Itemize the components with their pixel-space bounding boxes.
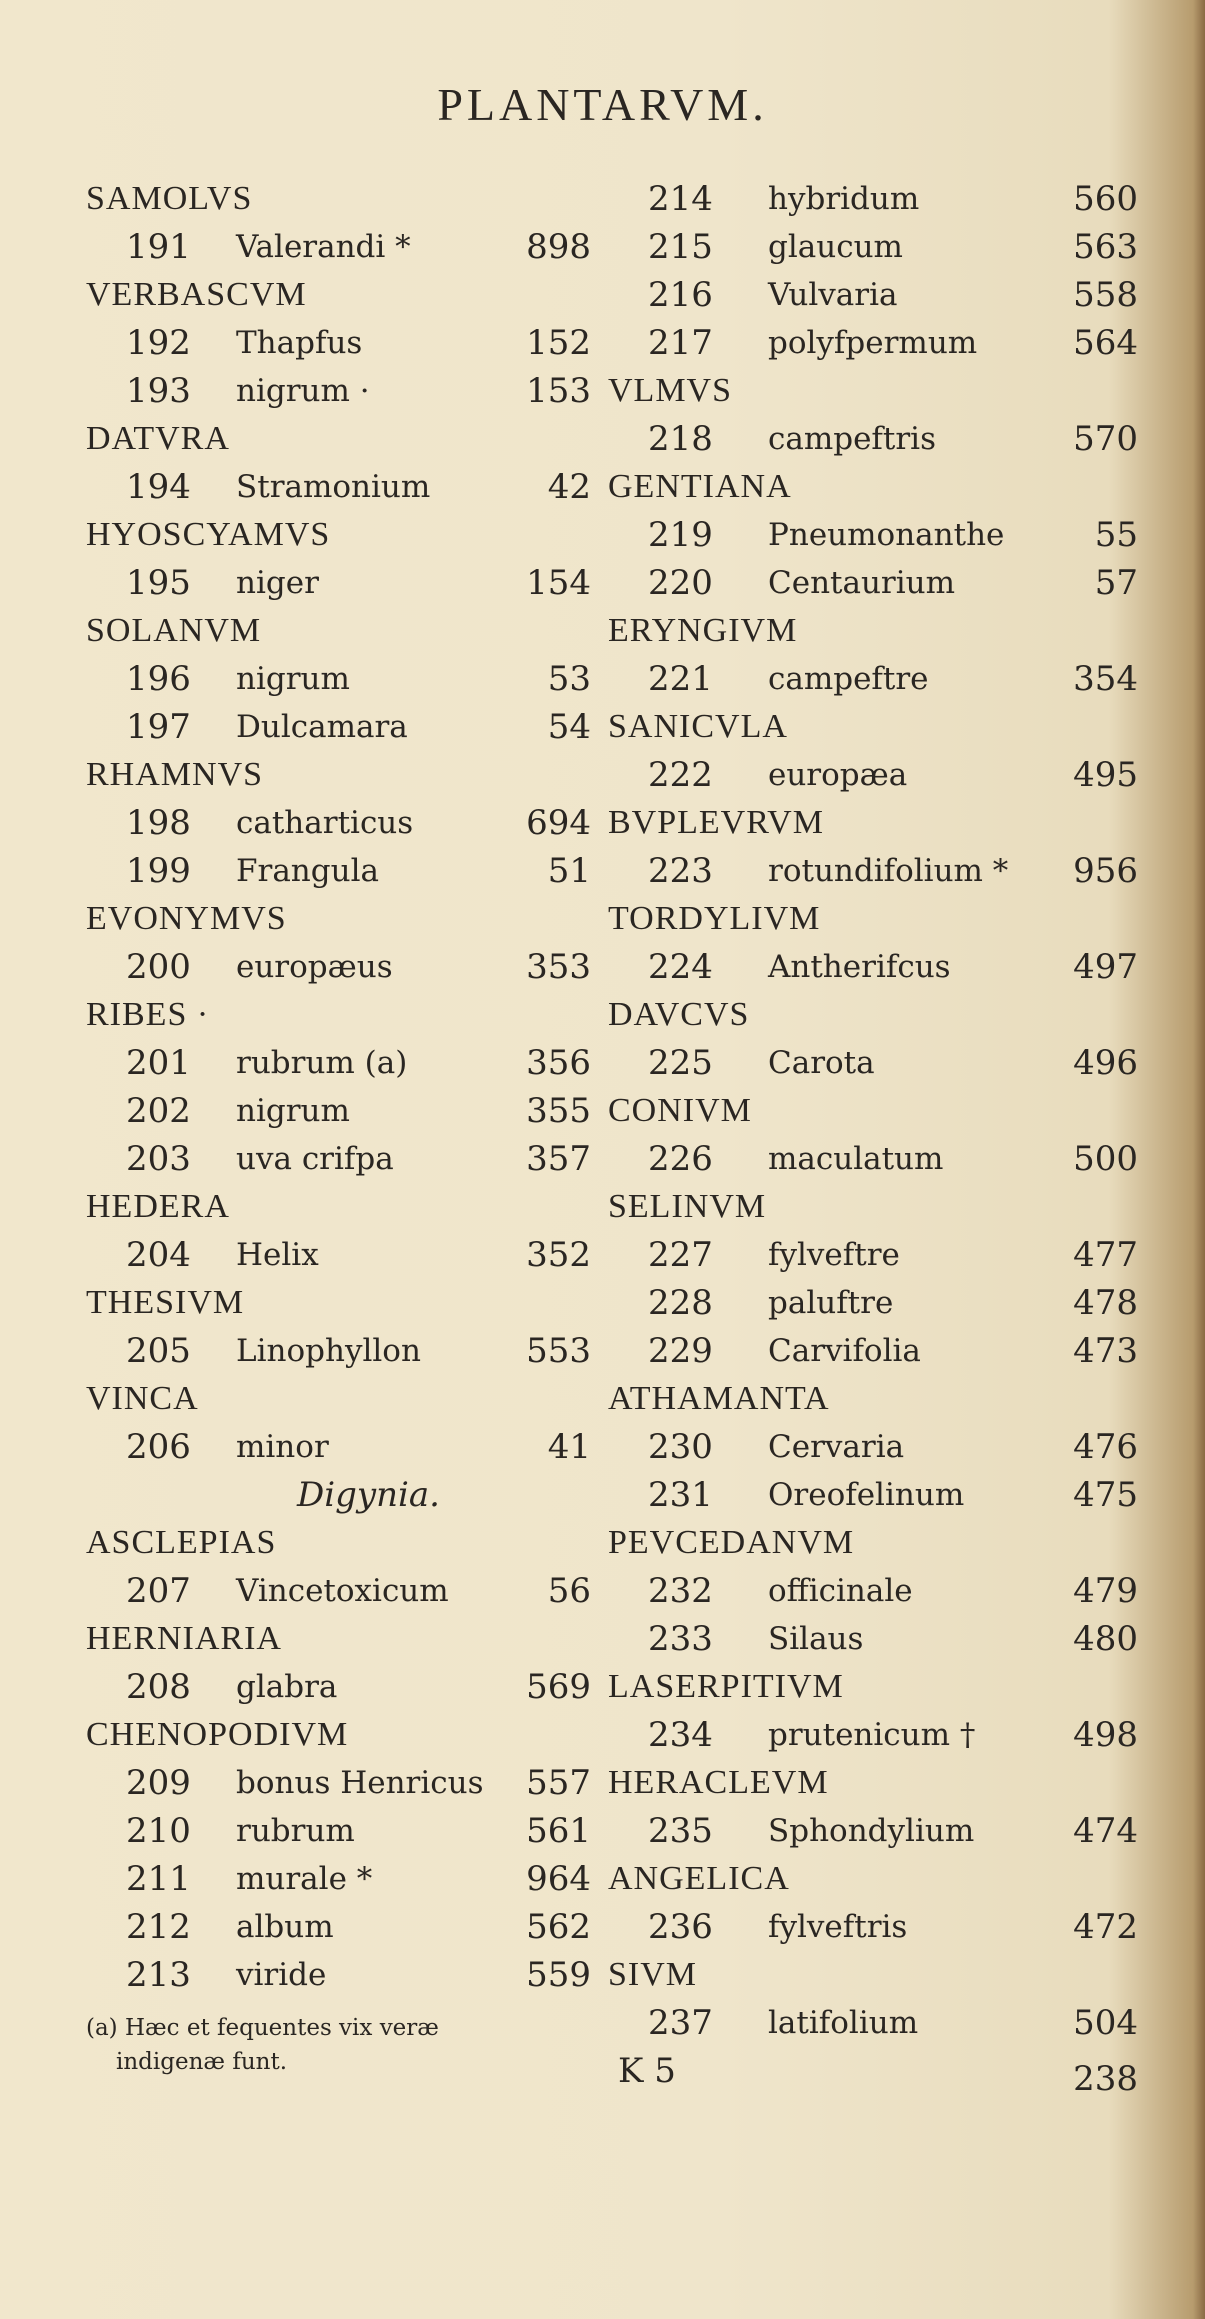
page-header: PLANTARVM. bbox=[437, 79, 768, 130]
page-reference: 53 bbox=[547, 659, 591, 699]
species-name: glabra bbox=[236, 1669, 338, 1705]
genus-heading: LASERPITIVM bbox=[608, 1668, 844, 1705]
genus-heading: ANGELICA bbox=[608, 1860, 790, 1897]
species-number: 233 bbox=[648, 1619, 713, 1659]
species-entry bbox=[86, 1087, 591, 1135]
species-entry bbox=[86, 1855, 591, 1903]
page-reference: 569 bbox=[526, 1667, 591, 1707]
species-entry bbox=[86, 1903, 591, 1951]
species-entry bbox=[608, 175, 1138, 223]
species-number: 222 bbox=[648, 755, 713, 795]
species-entry bbox=[86, 703, 591, 751]
species-name: uva crifpa bbox=[236, 1141, 394, 1177]
genus-heading: SELINVM bbox=[608, 1188, 767, 1225]
species-name: polyfpermum bbox=[768, 325, 978, 361]
genus-heading: VERBASCVM bbox=[86, 276, 307, 313]
page-reference: 563 bbox=[1073, 227, 1138, 267]
genus-heading: SOLANVM bbox=[86, 612, 262, 649]
page-reference: 560 bbox=[1073, 179, 1138, 219]
species-name: Vulvaria bbox=[768, 277, 898, 313]
species-entry bbox=[86, 463, 591, 511]
species-number: 236 bbox=[648, 1907, 713, 1947]
species-number: 230 bbox=[648, 1427, 713, 1467]
species-entry bbox=[608, 1327, 1138, 1375]
page-reference: 353 bbox=[526, 947, 591, 987]
page-reference: 475 bbox=[1073, 1475, 1138, 1515]
page-reference: 477 bbox=[1073, 1235, 1138, 1275]
species-name: hybridum bbox=[768, 181, 920, 217]
species-entry bbox=[86, 1567, 591, 1615]
species-number: 196 bbox=[126, 659, 191, 699]
genus-heading: TORDYLIVM bbox=[608, 900, 821, 937]
species-number: 218 bbox=[648, 419, 713, 459]
species-entry bbox=[608, 751, 1138, 799]
species-entry bbox=[86, 223, 591, 271]
genus-heading: VINCA bbox=[86, 1380, 199, 1417]
species-name: album bbox=[236, 1909, 334, 1945]
species-number: 228 bbox=[648, 1283, 713, 1323]
page-reference: 356 bbox=[526, 1043, 591, 1083]
species-name: nigrum bbox=[236, 1093, 350, 1129]
species-number: 193 bbox=[126, 371, 191, 411]
species-name: bonus Henricus bbox=[236, 1765, 484, 1801]
species-name: Thapfus bbox=[236, 325, 363, 361]
species-entry bbox=[608, 1279, 1138, 1327]
species-entry bbox=[608, 1615, 1138, 1663]
species-number: 209 bbox=[126, 1763, 191, 1803]
species-number: 194 bbox=[126, 467, 191, 507]
species-name: Cervaria bbox=[768, 1429, 905, 1465]
footnote-line: indigenæ funt. bbox=[116, 2049, 288, 2075]
genus-heading: THESIVM bbox=[86, 1284, 245, 1321]
footnote-line: (a) Hæc et fequentes vix veræ bbox=[86, 2015, 439, 2041]
species-entry bbox=[608, 559, 1138, 607]
species-number: 234 bbox=[648, 1715, 713, 1755]
genus-heading: EVONYMVS bbox=[86, 900, 287, 937]
species-name: fylveftris bbox=[768, 1909, 908, 1945]
species-entry bbox=[86, 799, 591, 847]
species-name: campeftris bbox=[768, 421, 937, 457]
page-reference: 496 bbox=[1073, 1043, 1138, 1083]
species-name: europæa bbox=[768, 757, 908, 793]
genus-heading: HEDERA bbox=[86, 1188, 230, 1225]
species-number: 221 bbox=[648, 659, 713, 699]
species-entry bbox=[608, 1807, 1138, 1855]
species-number: 232 bbox=[648, 1571, 713, 1611]
species-name: Carota bbox=[768, 1045, 875, 1081]
species-number: 207 bbox=[126, 1571, 191, 1611]
species-name: Oreofelinum bbox=[768, 1477, 965, 1513]
genus-heading: SANICVLA bbox=[608, 708, 788, 745]
species-number: 200 bbox=[126, 947, 191, 987]
genus-heading: ERYNGIVM bbox=[608, 612, 798, 649]
species-entry bbox=[608, 223, 1138, 271]
species-entry bbox=[86, 1327, 591, 1375]
species-number: 235 bbox=[648, 1811, 713, 1851]
species-name: prutenicum † bbox=[768, 1717, 976, 1753]
species-number: 229 bbox=[648, 1331, 713, 1371]
species-number: 213 bbox=[126, 1955, 191, 1995]
page-reference: 57 bbox=[1094, 563, 1138, 603]
species-entry bbox=[608, 943, 1138, 991]
page-reference: 152 bbox=[526, 323, 591, 363]
species-entry bbox=[608, 1567, 1138, 1615]
genus-heading: GENTIANA bbox=[608, 468, 792, 505]
species-number: 214 bbox=[648, 179, 713, 219]
page-reference: 478 bbox=[1073, 1283, 1138, 1323]
genus-heading: ASCLEPIAS bbox=[86, 1524, 277, 1561]
species-number: 216 bbox=[648, 275, 713, 315]
species-number: 199 bbox=[126, 851, 191, 891]
species-entry bbox=[86, 655, 591, 703]
species-name: officinale bbox=[768, 1573, 913, 1609]
species-name: minor bbox=[236, 1429, 329, 1465]
genus-heading: VLMVS bbox=[608, 372, 733, 409]
species-name: catharticus bbox=[236, 805, 414, 841]
species-entry bbox=[608, 847, 1138, 895]
species-entry bbox=[86, 367, 591, 415]
species-name: latifolium bbox=[768, 2005, 919, 2041]
genus-heading: SAMOLVS bbox=[86, 180, 253, 217]
species-number: 224 bbox=[648, 947, 713, 987]
genus-heading: DATVRA bbox=[86, 420, 230, 457]
species-entry bbox=[608, 1039, 1138, 1087]
species-name: fylveftre bbox=[768, 1237, 900, 1273]
page-reference: 42 bbox=[547, 467, 591, 507]
species-entry bbox=[86, 1039, 591, 1087]
species-number: 204 bbox=[126, 1235, 191, 1275]
species-number: 202 bbox=[126, 1091, 191, 1131]
species-name: Pneumonanthe bbox=[768, 517, 1005, 553]
species-entry bbox=[86, 1663, 591, 1711]
genus-heading: SIVM bbox=[608, 1956, 698, 1993]
species-number: 195 bbox=[126, 563, 191, 603]
species-number: 220 bbox=[648, 563, 713, 603]
species-name: rotundifolium * bbox=[768, 853, 1009, 889]
species-number: 192 bbox=[126, 323, 191, 363]
page-reference: 153 bbox=[526, 371, 591, 411]
genus-heading: CONIVM bbox=[608, 1092, 752, 1129]
species-entry bbox=[608, 511, 1138, 559]
species-entry bbox=[608, 1423, 1138, 1471]
species-number: 226 bbox=[648, 1139, 713, 1179]
species-entry bbox=[86, 1951, 591, 1999]
genus-heading: HYOSCYAMVS bbox=[86, 516, 331, 553]
page-reference: 956 bbox=[1073, 851, 1138, 891]
species-name: glaucum bbox=[768, 229, 903, 265]
species-name: viride bbox=[236, 1957, 327, 1993]
page-reference: 898 bbox=[526, 227, 591, 267]
section-subheading: Digynia. bbox=[297, 1475, 440, 1515]
species-name: Helix bbox=[236, 1237, 319, 1273]
species-entry bbox=[86, 1759, 591, 1807]
page-reference: 354 bbox=[1073, 659, 1138, 699]
species-name: nigrum · bbox=[236, 373, 370, 409]
genus-heading: ATHAMANTA bbox=[608, 1380, 830, 1417]
species-name: maculatum bbox=[768, 1141, 944, 1177]
species-number: 206 bbox=[126, 1427, 191, 1467]
page-reference: 553 bbox=[526, 1331, 591, 1371]
species-entry bbox=[608, 415, 1138, 463]
page-reference: 497 bbox=[1073, 947, 1138, 987]
genus-heading: HERACLEVM bbox=[608, 1764, 829, 1801]
page-reference: 504 bbox=[1073, 2003, 1138, 2043]
page-reference: 357 bbox=[526, 1139, 591, 1179]
species-name: Antherifcus bbox=[768, 949, 951, 985]
page-reference: 51 bbox=[547, 851, 591, 891]
species-name: Sphondylium bbox=[768, 1813, 975, 1849]
species-name: Vincetoxicum bbox=[236, 1573, 449, 1609]
species-name: Carvifolia bbox=[768, 1333, 921, 1369]
species-number: 217 bbox=[648, 323, 713, 363]
species-number: 215 bbox=[648, 227, 713, 267]
species-entry bbox=[86, 943, 591, 991]
page-reference: 154 bbox=[526, 563, 591, 603]
page-reference: 559 bbox=[526, 1955, 591, 1995]
species-number: 211 bbox=[126, 1859, 191, 1899]
genus-heading: CHENOPODIVM bbox=[86, 1716, 349, 1753]
page-reference: 41 bbox=[547, 1427, 591, 1467]
left-column bbox=[86, 175, 591, 2079]
page-reference: 352 bbox=[526, 1235, 591, 1275]
genus-heading: BVPLEVRVM bbox=[608, 804, 824, 841]
signature-mark: K 5 bbox=[618, 2051, 676, 2091]
species-number: 231 bbox=[648, 1475, 713, 1515]
page-reference: 561 bbox=[526, 1811, 591, 1851]
species-name: nigrum bbox=[236, 661, 350, 697]
page-reference: 562 bbox=[526, 1907, 591, 1947]
species-name: Centaurium bbox=[768, 565, 956, 601]
species-name: Silaus bbox=[768, 1621, 864, 1657]
genus-heading: RHAMNVS bbox=[86, 756, 264, 793]
page-reference: 558 bbox=[1073, 275, 1138, 315]
page-reference: 56 bbox=[547, 1571, 591, 1611]
species-number: 219 bbox=[648, 515, 713, 555]
page-reference: 355 bbox=[526, 1091, 591, 1131]
genus-heading: HERNIARIA bbox=[86, 1620, 282, 1657]
species-entry bbox=[608, 1471, 1138, 1519]
page-reference: 500 bbox=[1073, 1139, 1138, 1179]
species-number: 197 bbox=[126, 707, 191, 747]
species-number: 198 bbox=[126, 803, 191, 843]
species-entry bbox=[608, 319, 1138, 367]
genus-heading: PEVCEDANVM bbox=[608, 1524, 855, 1561]
page-reference: 570 bbox=[1073, 419, 1138, 459]
species-name: europæus bbox=[236, 949, 393, 985]
species-entry bbox=[86, 319, 591, 367]
species-entry bbox=[86, 1135, 591, 1183]
right-column bbox=[608, 175, 1138, 2099]
signature-row bbox=[608, 2047, 1138, 2099]
species-number: 191 bbox=[126, 227, 191, 267]
species-number: 203 bbox=[126, 1139, 191, 1179]
species-number: 237 bbox=[648, 2003, 713, 2043]
catchword: 238 bbox=[1073, 2059, 1138, 2099]
page-reference: 472 bbox=[1073, 1907, 1138, 1947]
page-reference: 55 bbox=[1094, 515, 1138, 555]
page-reference: 557 bbox=[526, 1763, 591, 1803]
page-reference: 473 bbox=[1073, 1331, 1138, 1371]
species-name: niger bbox=[236, 565, 319, 601]
species-number: 225 bbox=[648, 1043, 713, 1083]
species-name: campeftre bbox=[768, 661, 929, 697]
page-reference: 564 bbox=[1073, 323, 1138, 363]
species-number: 223 bbox=[648, 851, 713, 891]
species-name: Linophyllon bbox=[236, 1333, 421, 1369]
footnote bbox=[86, 2011, 591, 2079]
species-name: rubrum bbox=[236, 1813, 355, 1849]
species-number: 205 bbox=[126, 1331, 191, 1371]
species-number: 208 bbox=[126, 1667, 191, 1707]
species-entry bbox=[86, 1423, 591, 1471]
genus-heading: DAVCVS bbox=[608, 996, 750, 1033]
page-reference: 498 bbox=[1073, 1715, 1138, 1755]
species-entry bbox=[608, 1999, 1138, 2047]
species-number: 212 bbox=[126, 1907, 191, 1947]
page-reference: 479 bbox=[1073, 1571, 1138, 1611]
species-name: Stramonium bbox=[236, 469, 431, 505]
species-name: paluftre bbox=[768, 1285, 894, 1321]
page-reference: 694 bbox=[526, 803, 591, 843]
species-number: 210 bbox=[126, 1811, 191, 1851]
species-entry bbox=[608, 1903, 1138, 1951]
species-entry bbox=[86, 559, 591, 607]
page-reference: 495 bbox=[1073, 755, 1138, 795]
species-entry bbox=[608, 1231, 1138, 1279]
page-reference: 474 bbox=[1073, 1811, 1138, 1851]
page-reference: 964 bbox=[526, 1859, 591, 1899]
species-name: rubrum (a) bbox=[236, 1045, 408, 1081]
genus-heading: RIBES · bbox=[86, 996, 210, 1033]
species-entry bbox=[608, 271, 1138, 319]
species-entry bbox=[86, 1807, 591, 1855]
species-entry bbox=[86, 847, 591, 895]
species-entry bbox=[608, 655, 1138, 703]
page-reference: 480 bbox=[1073, 1619, 1138, 1659]
species-number: 227 bbox=[648, 1235, 713, 1275]
species-number: 201 bbox=[126, 1043, 191, 1083]
species-entry bbox=[608, 1711, 1138, 1759]
page-reference: 54 bbox=[547, 707, 591, 747]
species-entry bbox=[86, 1231, 591, 1279]
species-name: Dulcamara bbox=[236, 709, 408, 745]
page-reference: 476 bbox=[1073, 1427, 1138, 1467]
species-name: murale * bbox=[236, 1861, 373, 1897]
species-name: Valerandi * bbox=[236, 229, 411, 265]
species-name: Frangula bbox=[236, 853, 379, 889]
species-entry bbox=[608, 1135, 1138, 1183]
